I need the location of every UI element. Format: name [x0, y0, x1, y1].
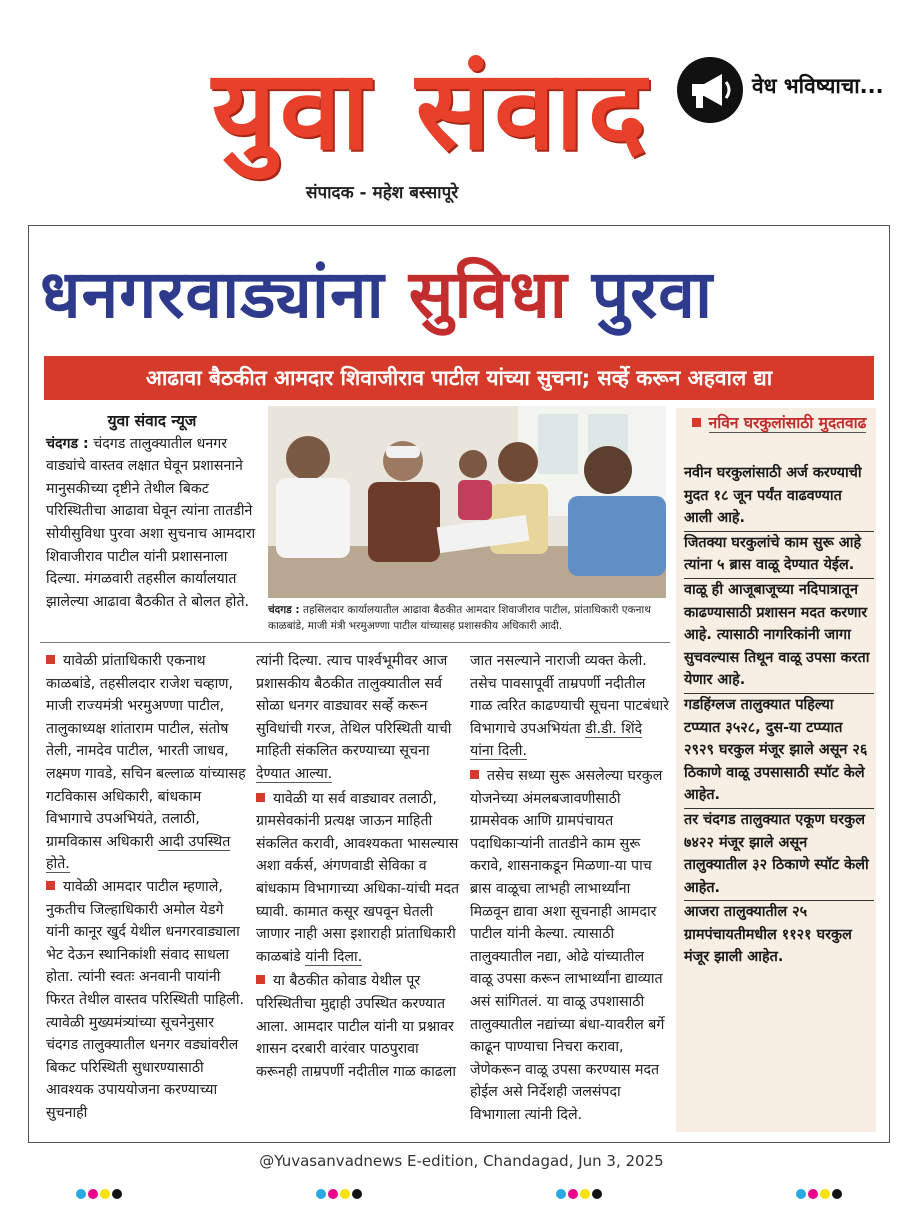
sidebar-item: तर चंदगड तालुक्यात एकूण घरकुल ७४२२ मंजूर झाले असून तालुक्यातील ३२ ठिकाणे स्पॉट केली आहेत.: [684, 809, 874, 901]
registration-marks: [76, 1184, 124, 1196]
bullet-icon: [46, 881, 55, 890]
reg-dot: [112, 1189, 122, 1199]
col1-text-2: यावेळी आमदार पाटील म्हणाले, नुकतीच जिल्हाधिकारी अमोल येडगे यांनी कानूर खुर्द येथील धनगरवाड्याला भेट देऊन स्थानिकांशी संवाद साधला होता. त्यांनी स्वतः अनवानी पायांनी फिरत तेथील वास्तव परिस्थिती पाहिली. त्यावेळी मुख्यमंत्र्यांच्या सूचनेनुसार चंदगड तालुक्यातील धनगर वड्यांवरील बिकट परिस्थिती सुधारण्यासाठी आवश्यक उपाययोजना करण्याच्या सुचनाही: [46, 878, 245, 1121]
registration-marks: [556, 1184, 604, 1196]
col1-paragraph-2: [46, 876, 246, 1125]
reg-dot: [808, 1189, 818, 1199]
bullet-icon: [470, 770, 479, 779]
reg-dot: [352, 1189, 362, 1199]
col2-text-3: या बैठकीत कोवाड येथील पूर परिस्थितीचा मुद्दाही उपस्थित करण्यात आला. आमदार पाटील यांनी या प्रश्नावर शासन दरबारी वारंवार पाठपुरावा करूनही ताम्रपर्णी नदीतील गाळ काढला: [256, 973, 457, 1080]
tagline: वेध भविष्याचा...: [752, 74, 884, 98]
col3-text-1: जात नसल्याने नाराजी व्यक्त केली. तसेच पावसापूर्वी ताम्रपर्णी नदीतील गाळ त्वरित काढण्याची सूचना पाटबंधारे विभागाचे उपअभियंता: [470, 653, 669, 737]
caption-dateline: चंदगड :: [268, 604, 300, 616]
reg-dot: [832, 1189, 842, 1199]
sidebar-heading: [684, 412, 874, 434]
reg-dot: [556, 1189, 566, 1199]
reg-dot: [592, 1189, 602, 1199]
bullet-icon: [256, 793, 265, 802]
headline-part-1: धनगरवाड्यांना: [40, 256, 385, 333]
reg-dot: [88, 1189, 98, 1199]
headline: [40, 245, 882, 345]
reg-dot: [340, 1189, 350, 1199]
section-divider: [40, 642, 670, 643]
dateline: चंदगड :: [46, 435, 89, 452]
col2-text-2: यावेळी या सर्व वाड्यावर तलाठी, ग्रामसेवकांनी प्रत्यक्ष जाऊन माहिती संकलित करावी, आवश्यकता भासल्यास अशा वर्कर्स, अंगणवाडी सेविका व बांधकाम विभागाच्या अधिका-यांची मदत घ्यावी. कामात कसूर खपवून घेतली जाणार नाही असा इशाराही प्रांताधिकारी काळबांडे: [256, 790, 460, 965]
col2-paragraph-3: [256, 970, 462, 1083]
column-2: [256, 650, 462, 1083]
reg-dot: [76, 1189, 86, 1199]
reg-dot: [100, 1189, 110, 1199]
sidebar-heading-text: नविन घरकुलांसाठी मुदतवाढ: [708, 414, 867, 432]
subheadline-bar: [44, 356, 874, 400]
meeting-photo: [268, 406, 666, 598]
col2-paragraph-1: [256, 650, 462, 786]
photo-caption: [268, 602, 668, 634]
edition-footer: @Yuvasanvadnews E-edition, Chandagad, Jun 3, 2025: [259, 1152, 664, 1170]
headline-part-3: पुरवा: [591, 256, 714, 333]
megaphone-icon: [674, 54, 746, 126]
sidebar-item: गडहिंग्लज तालुक्यात पहिल्या टप्प्यात ३५२८, दुस-या टप्प्यात २९२९ घरकुल मंजूर झाले असून २६ ठिकाणे वाळू उपसासाठी स्पॉट केले आहेत.: [684, 694, 874, 809]
reg-dot: [316, 1189, 326, 1199]
sidebar-item: आजरा तालुक्यातील २५ ग्रामपंचायतीमधील ११२१ घरकुल मंजूर झाली आहेत.: [684, 904, 852, 966]
column-3: [470, 650, 670, 1126]
lead-text: चंदगड तालुक्यातील धनगर वाड्यांचे वास्तव लक्षात घेवून प्रशासनाने मानुसकीच्या दृष्टीने तेथील बिकट परिस्थितीचा आढावा घेवून त्यांना तातडीने सोयीसुविधा पुरवा अशा सुचनाच आमदारा शिवाजीराव पाटील यांनी प्रशासनाला दिल्या. मंगळवारी तहसील कार्यालयात झालेल्या आढावा बैठकीत ते बोलत होते.: [46, 435, 256, 610]
sidebar-item: नवीन घरकुलांसाठी अर्ज करण्याची मुदत १८ जून पर्यंत वाढवण्यात आली आहे.: [684, 462, 874, 532]
col3-text-2: तसेच सध्या सुरू असलेल्या घरकुल योजनेच्या अंमलबजावणीसाठी ग्रामसेवक आणि ग्रामपंचायत पदाधिकाऱ्यांनी तातडीने काम सुरू करावे, शासनाकडून मिळणा-या पाच ब्रास वाळूचा लाभही लाभार्थ्यांना मिळवून द्यावा अशा सूचनाही आमदार पाटील यांनी केल्या. त्यासाठी तालुक्यातील नद्या, ओढे यांच्यातील वाळू उपसा करून लाभार्थ्यांना द्याव्यात असं सांगितलं. या वाळू उपशासाठी तालुक्यातील नद्यांच्या बंधा-यावरील बर्गे काढून पाण्याचा निचरा करावा, जेणेकरून वाळू उपसा करण्यास मदत होईल असे निर्देशही जलसंपदा विभागाला त्यांनी दिले.: [470, 767, 665, 1123]
bullet-icon: [46, 655, 55, 664]
sidebar-item: वाळू ही आजूबाजूच्या नदिपात्रातून काढण्यासाठी प्रशासन मदत करणार आहे. त्यासाठी नागरिकांनी जागा सुचवल्यास तिथून वाळू उपसा करता येणार आहे.: [684, 579, 874, 694]
col3-paragraph-2: [470, 765, 670, 1127]
col3-text-1-end: डी.डी. शिंदे यांना दिली.: [470, 720, 643, 760]
reg-dot: [820, 1189, 830, 1199]
reg-dot: [328, 1189, 338, 1199]
lead-paragraph: [46, 433, 258, 614]
sidebar-body: [684, 462, 874, 970]
column-1: [46, 650, 246, 1124]
reg-dot: [580, 1189, 590, 1199]
headline-part-2: सुविधा: [408, 256, 568, 333]
byline: युवा संवाद न्यूज: [107, 412, 197, 430]
sidebar-item: जितक्या घरकुलांचे काम सुरू आहे त्यांना ५ ब्रास वाळू देण्यात येईल.: [684, 532, 874, 579]
col2-paragraph-2: [256, 788, 462, 969]
col3-paragraph-1: [470, 650, 670, 763]
masthead: [212, 40, 884, 190]
registration-marks: [316, 1184, 364, 1196]
reg-dot: [796, 1189, 806, 1199]
col2-text-1-end: देण्यात आल्या.: [256, 765, 333, 782]
editor-credit: संपादक - महेश बस्सापूरे: [306, 183, 459, 203]
lead-column: [46, 410, 258, 613]
col2-text-2-end: यांनी दिला.: [305, 948, 363, 965]
newspaper-title: युवा संवाद: [212, 46, 651, 174]
caption-text: तहसिलदार कार्यालयातील आढावा बैठकीत आमदार शिवाजीराव पाटील, प्रांताधिकारी एकनाथ काळबांडे, माजी मंत्री भरमुअण्णा पाटील यांच्यासह प्रशासकीय अधिकारी आदी.: [268, 604, 651, 632]
registration-marks: [796, 1184, 844, 1196]
bullet-icon: [256, 975, 265, 984]
col1-paragraph-1: [46, 650, 246, 876]
bullet-icon: [692, 418, 701, 427]
col1-text-1-end: आदी उपस्थित होते.: [46, 833, 231, 873]
reg-dot: [568, 1189, 578, 1199]
col1-text-1: यावेळी प्रांताधिकारी एकनाथ काळबांडे, तहसीलदार राजेश चव्हाण, माजी राज्यमंत्री भरमुअण्णा पाटील, तालुकाध्यक्ष शांताराम पाटील, संतोष तेली, नामदेव पाटील, भारती जाधव, लक्ष्मण गावडे, सचिन बल्लाळ यांच्यासह गटविकास अधिकारी, बांधकाम विभागाचे उपअभियंते, तलाठी, ग्रामविकास अधिकारी: [46, 653, 246, 850]
col2-text-1: त्यांनी दिल्या. त्याच पार्श्वभूमीवर आज प्रशासकीय बैठकीत तालुक्यातील सर्व सोळा धनगर वाड्यावर सर्व्हे करून सुविधांची गरज, तेथिल परिस्थिती याची माहिती संकलित करण्याच्या सूचना: [256, 653, 452, 760]
subheadline: आढावा बैठकीत आमदार शिवाजीराव पाटील यांच्या सुचना; सर्व्हे करून अहवाल द्या: [145, 366, 773, 390]
